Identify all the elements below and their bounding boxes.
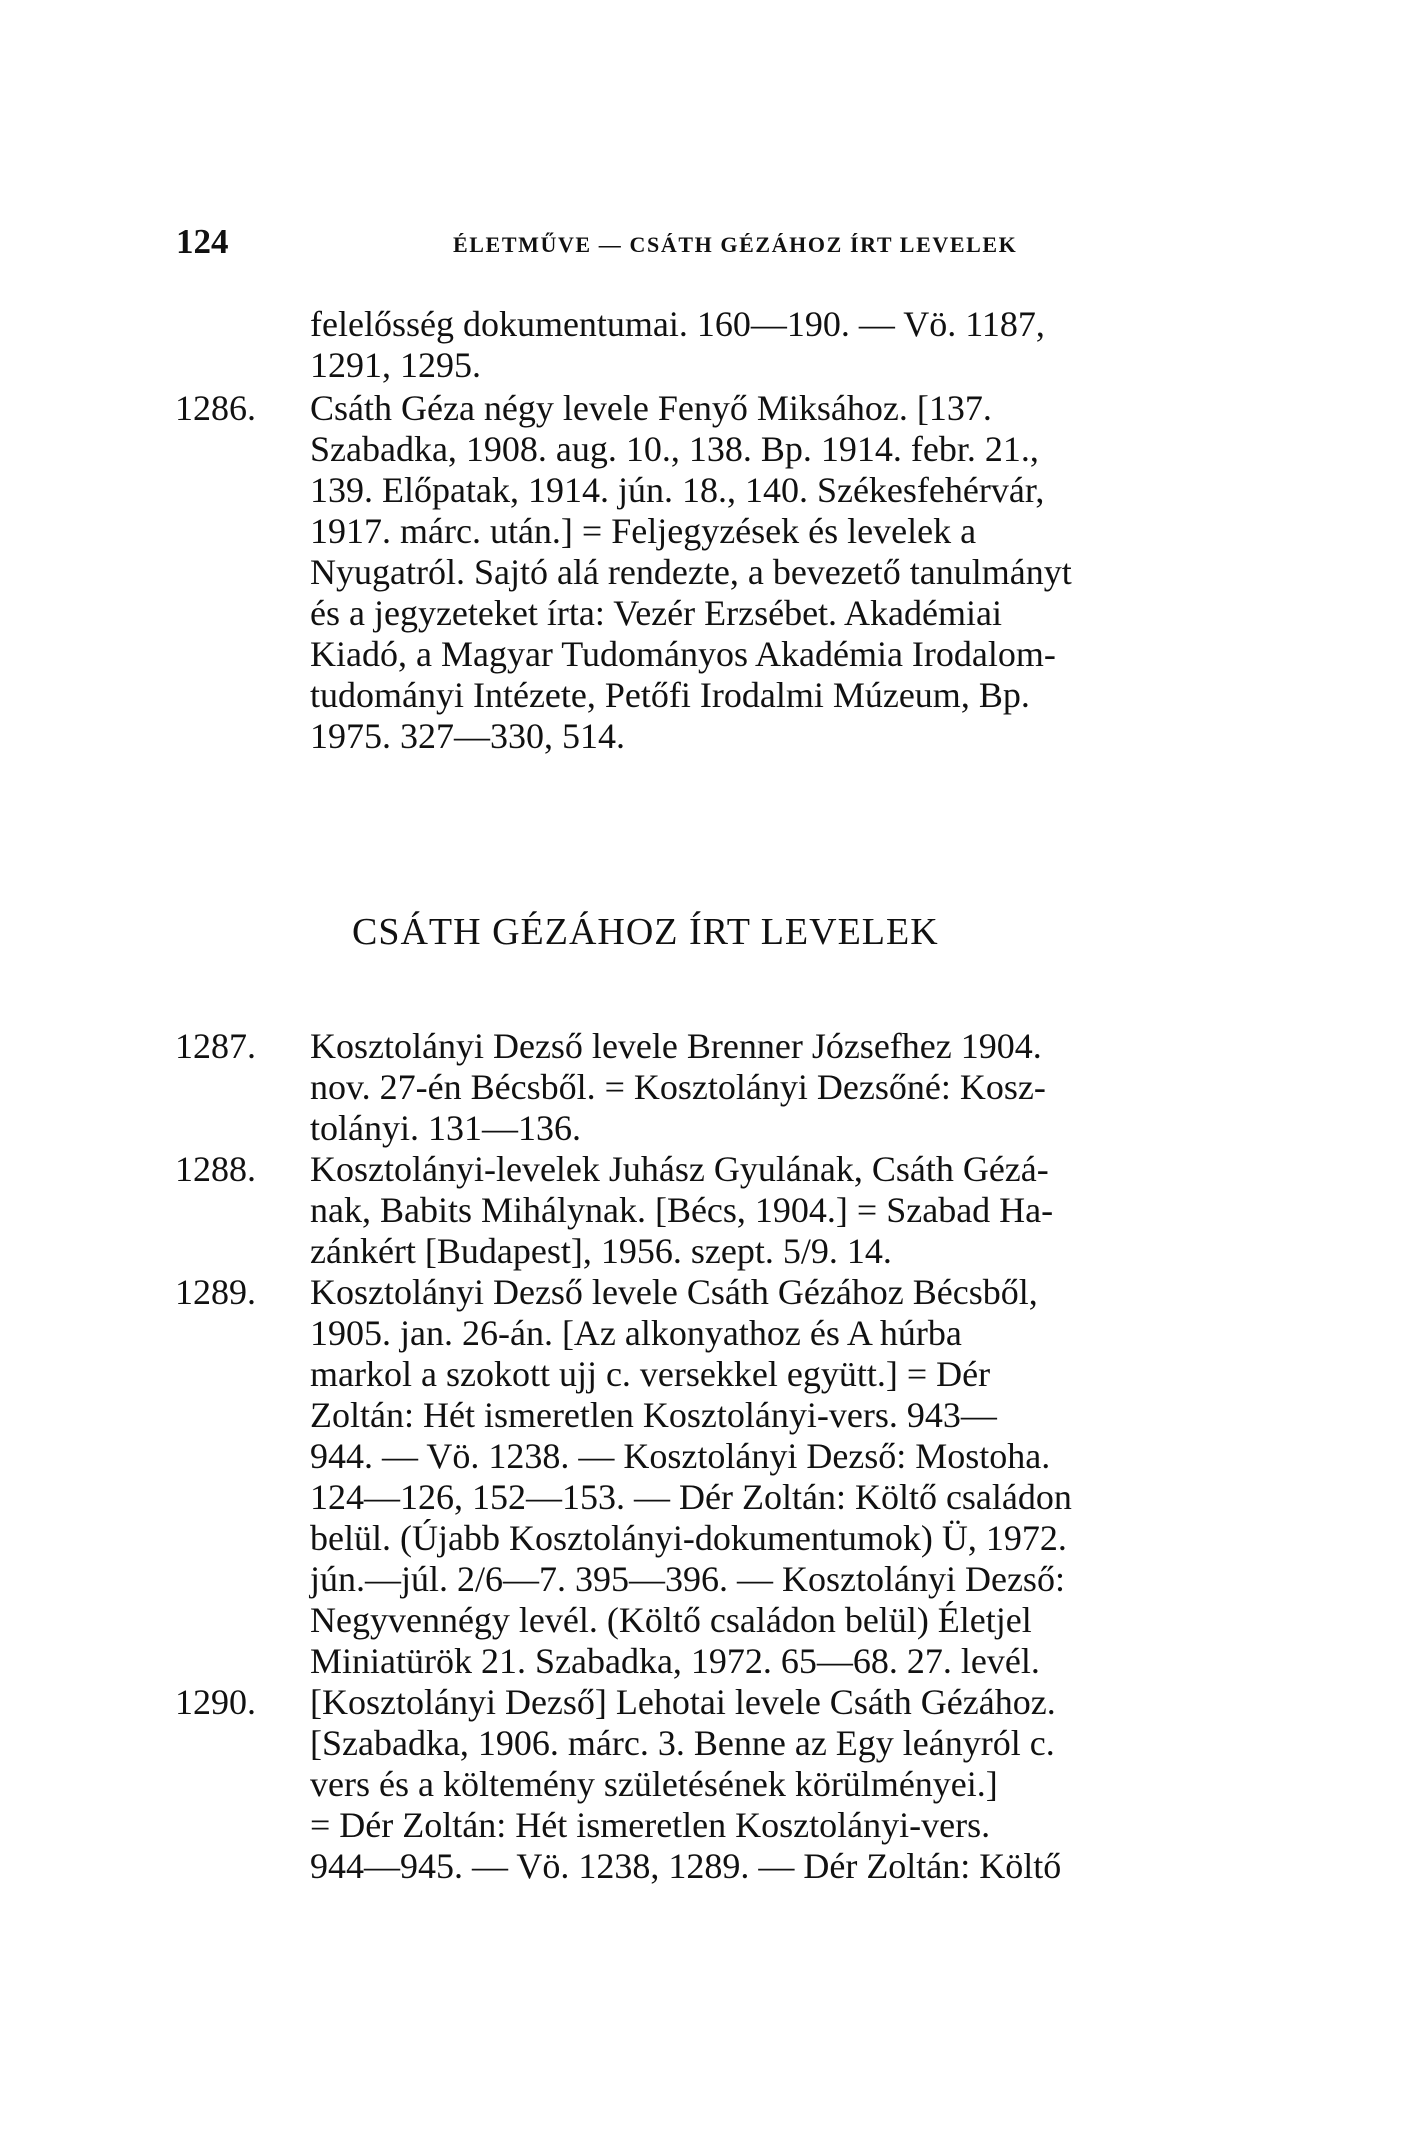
text-line: Csáth Géza négy levele Fenyő Miksához. [137. xyxy=(310,388,992,428)
entry-number: 1286. xyxy=(175,388,256,428)
text-line: 1975. 327—330, 514. xyxy=(310,716,625,756)
text-line: Kosztolányi Dezső levele Brenner Józsefhez 1904. xyxy=(310,1026,1042,1066)
text-line: Kosztolányi-levelek Juhász Gyulának, Csáth Gézá- xyxy=(310,1149,1049,1189)
text-line: jún.—júl. 2/6—7. 395—396. — Kosztolányi Dezső: xyxy=(310,1559,1065,1599)
running-head: ÉLETMŰVE — CSÁTH GÉZÁHOZ ÍRT LEVELEK xyxy=(453,232,1018,257)
text-line: 944. — Vö. 1238. — Kosztolányi Dezső: Mostoha. xyxy=(310,1436,1051,1476)
text-line: 944—945. — Vö. 1238, 1289. — Dér Zoltán: Költő xyxy=(310,1846,1062,1886)
text-line: 1917. márc. után.] = Feljegyzések és levelek a xyxy=(310,511,977,551)
text-line: Nyugatról. Sajtó alá rendezte, a bevezető tanulmányt xyxy=(310,552,1072,592)
text-line: belül. (Újabb Kosztolányi-dokumentumok) Ü, 1972. xyxy=(310,1518,1067,1558)
entry-number: 1287. xyxy=(175,1026,256,1066)
text-line: Kiadó, a Magyar Tudományos Akadémia Irodalom- xyxy=(310,634,1056,674)
text-line: 1905. jan. 26-án. [Az alkonyathoz és A húrba xyxy=(310,1313,962,1353)
text-line: nak, Babits Mihálynak. [Bécs, 1904.] = Szabad Ha- xyxy=(310,1190,1054,1230)
text-line: Szabadka, 1908. aug. 10., 138. Bp. 1914. febr. 21., xyxy=(310,429,1039,469)
text-line: nov. 27-én Bécsből. = Kosztolányi Dezsőné: Kosz- xyxy=(310,1067,1046,1107)
entry-number: 1289. xyxy=(175,1272,256,1312)
page-header xyxy=(176,222,1221,272)
text-line: [Szabadka, 1906. márc. 3. Benne az Egy leányról c. xyxy=(310,1723,1055,1763)
text-line: = Dér Zoltán: Hét ismeretlen Kosztolányi-vers. xyxy=(310,1805,991,1845)
entry-number: 1290. xyxy=(175,1682,256,1722)
text-line: Zoltán: Hét ismeretlen Kosztolányi-vers. 943— xyxy=(310,1395,997,1435)
text-line: 124—126, 152—153. — Dér Zoltán: Költő családon xyxy=(310,1477,1072,1517)
text-line: 139. Előpatak, 1914. jún. 18., 140. Székesfehérvár, xyxy=(310,470,1045,510)
text-line: 1291, 1295. xyxy=(310,345,481,385)
entry-number: 1288. xyxy=(175,1149,256,1189)
text-line: [Kosztolányi Dezső] Lehotai levele Csáth Gézához. xyxy=(310,1682,1056,1722)
text-line: tudományi Intézete, Petőfi Irodalmi Múzeum, Bp. xyxy=(310,675,1030,715)
text-line: felelősség dokumentumai. 160—190. — Vö. 1187, xyxy=(310,304,1045,344)
text-line: zánkért [Budapest], 1956. szept. 5/9. 14. xyxy=(310,1231,892,1271)
text-line: tolányi. 131—136. xyxy=(310,1108,581,1148)
text-line: vers és a költemény születésének körülményei.] xyxy=(310,1764,998,1804)
text-line: markol a szokott ujj c. versekkel együtt.] = Dér xyxy=(310,1354,991,1394)
text-line: Kosztolányi Dezső levele Csáth Gézához Bécsből, xyxy=(310,1272,1038,1312)
page-number: 124 xyxy=(176,222,229,261)
section-title: CSÁTH GÉZÁHOZ ÍRT LEVELEK xyxy=(352,911,939,953)
text-line: Negyvennégy levél. (Költő családon belül) Életjel xyxy=(310,1600,1032,1640)
text-line: és a jegyzeteket írta: Vezér Erzsébet. Akadémiai xyxy=(310,593,1002,633)
text-line: Miniatürök 21. Szabadka, 1972. 65—68. 27. levél. xyxy=(310,1641,1040,1681)
